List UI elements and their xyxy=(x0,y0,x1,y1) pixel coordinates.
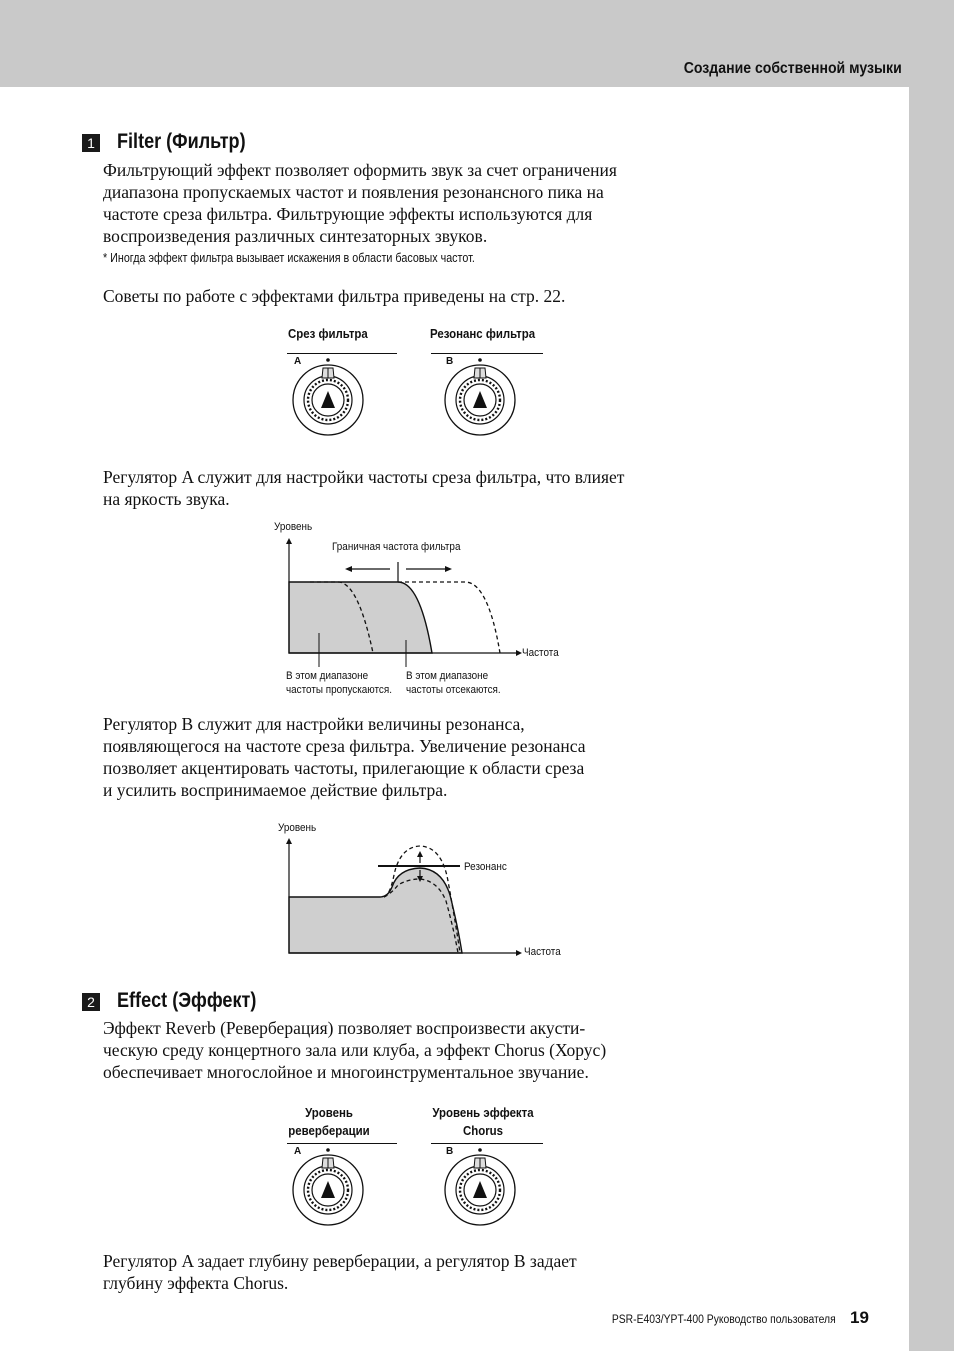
text-line: Регулятор B служит для настройки величины резонанса, xyxy=(103,714,525,734)
label-divider xyxy=(287,1143,397,1144)
footer-model: PSR-E403/YPT-400 Руководство пользователя xyxy=(612,1314,836,1326)
knob-b-letter: B xyxy=(446,1146,454,1157)
text-line: Фильтрующий эффект позволяет оформить звук за счет ограничения xyxy=(103,160,617,180)
text-line: позволяет акцентировать частоты, прилегающие к области среза xyxy=(103,758,585,778)
caption-line: частоты пропускаются. xyxy=(286,684,393,696)
cutoff-label: Граничная частота фильтра xyxy=(332,541,461,553)
knob-a-description xyxy=(103,466,683,510)
section-number-badge: 1 xyxy=(82,134,100,152)
label-divider xyxy=(431,353,543,354)
label-line: Уровень xyxy=(305,1105,353,1120)
text-line: Регулятор A служит для настройки частоты среза фильтра, что влияет xyxy=(103,467,625,487)
knob-b-dial-icon xyxy=(442,1146,518,1230)
page-number: 19 xyxy=(850,1308,869,1327)
right-margin-band xyxy=(909,0,954,1351)
x-axis-label: Частота xyxy=(522,647,559,659)
section-intro xyxy=(103,159,683,247)
knob-a-label: Срез фильтра xyxy=(288,326,368,341)
passband-caption xyxy=(286,669,392,697)
label-divider xyxy=(431,1143,543,1144)
text-line: Регулятор A задает глубину реверберации, а регулятор B задает xyxy=(103,1251,577,1271)
label-line: Chorus xyxy=(462,1123,504,1138)
knob-a-letter: A xyxy=(294,356,302,367)
resonance-label: Резонанс xyxy=(464,861,507,873)
knob-a-label xyxy=(285,1104,373,1140)
text-line: появляющегося на частоте среза фильтра. Увеличение резонанса xyxy=(103,736,586,756)
x-axis-label: Частота xyxy=(524,946,561,958)
cutoff-diagram xyxy=(280,535,530,670)
caption-line: частоты отсекаются. xyxy=(406,684,501,696)
knob-b-description xyxy=(103,713,683,801)
section-title: Filter (Фильтр) xyxy=(117,130,246,153)
section-number-badge: 2 xyxy=(82,993,100,1011)
closing-text xyxy=(103,1250,683,1294)
caption-line: В этом диапазоне xyxy=(286,670,369,682)
section-title: Effect (Эффект) xyxy=(117,989,257,1012)
knob-b-dial-icon xyxy=(442,356,518,440)
knob-a-dial-icon xyxy=(290,356,366,440)
resonance-diagram xyxy=(280,835,530,960)
knob-b-letter: B xyxy=(446,356,454,367)
tip-text: Советы по работе с эффектами фильтра приведены на стр. 22. xyxy=(103,286,566,306)
footnote: * Иногда эффект фильтра вызывает искажения в области басовых частот. xyxy=(103,251,475,265)
text-line: частоте среза фильтра. Фильтрующие эффекты используются для xyxy=(103,204,593,224)
text-line: ческую среду концертного зала или клуба, а эффект Chorus (Хорус) xyxy=(103,1040,607,1060)
text-line: диапазона пропускаемых частот и появления резонансного пика на xyxy=(103,182,604,202)
y-axis-arrow xyxy=(286,538,292,544)
knob-a-letter: A xyxy=(294,1146,302,1157)
stopband-caption xyxy=(406,669,501,697)
text-line: и усилить воспринимаемое действие фильтра. xyxy=(103,780,448,800)
text-line: глубину эффекта Chorus. xyxy=(103,1273,289,1293)
resonance-area xyxy=(289,868,462,953)
text-line: обеспечивает многослойное и многоинструментальное звучание. xyxy=(103,1062,589,1082)
text-line: на яркость звука. xyxy=(103,489,230,509)
y-axis-label: Уровень xyxy=(274,521,313,533)
label-line: реверберации xyxy=(288,1123,370,1138)
caption-line: В этом диапазоне xyxy=(406,670,489,682)
text-line: Эффект Reverb (Реверберация) позволяет воспроизвести акусти- xyxy=(103,1018,586,1038)
text-line: воспроизведения различных синтезаторных звуков. xyxy=(103,226,488,246)
running-head: Создание собственной музыки xyxy=(683,60,902,77)
knob-b-label xyxy=(431,1104,535,1140)
y-axis-arrow xyxy=(286,838,292,844)
passband-area xyxy=(289,582,432,653)
label-divider xyxy=(287,353,397,354)
knob-a-dial-icon xyxy=(290,1146,366,1230)
section-intro xyxy=(103,1017,683,1083)
x-axis-arrow xyxy=(516,950,522,956)
knob-b-label: Резонанс фильтра xyxy=(430,326,536,341)
y-axis-label: Уровень xyxy=(278,822,317,834)
label-line: Уровень эффекта xyxy=(432,1105,534,1120)
